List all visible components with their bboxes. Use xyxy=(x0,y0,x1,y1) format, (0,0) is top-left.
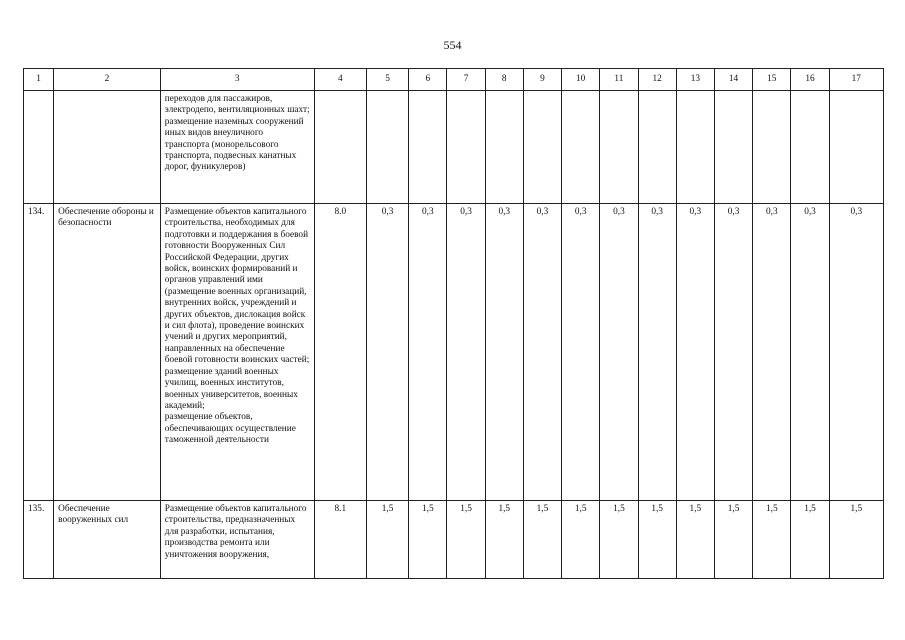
column-header-1: 1 xyxy=(24,69,54,91)
row-value-col-8: 0,3 xyxy=(485,204,523,501)
column-header-2: 2 xyxy=(54,69,161,91)
row-value-col-9: 1,5 xyxy=(523,501,561,579)
row-value-col-15: 0,3 xyxy=(753,204,791,501)
row-value-col-11: 0,3 xyxy=(600,204,638,501)
row-description xyxy=(160,204,314,501)
row-name: Обеспечение вооруженных сил xyxy=(54,501,161,579)
column-header-15: 15 xyxy=(753,69,791,91)
column-header-13: 13 xyxy=(676,69,714,91)
column-header-5: 5 xyxy=(366,69,408,91)
row-value-col-6: 1,5 xyxy=(409,501,447,579)
row-value-col-11: 1,5 xyxy=(600,501,638,579)
row-value-col-6 xyxy=(409,91,447,204)
row-index: 134. xyxy=(24,204,54,501)
row-index xyxy=(24,91,54,204)
row-name: Обеспечение обороны и безопасности xyxy=(54,204,161,501)
row-value-col-16 xyxy=(791,91,829,204)
column-header-8: 8 xyxy=(485,69,523,91)
table-row xyxy=(24,501,884,579)
row-value-col-9: 0,3 xyxy=(523,204,561,501)
row-value-col-7: 0,3 xyxy=(447,204,485,501)
row-name xyxy=(54,91,161,204)
row-value-col-12: 0,3 xyxy=(638,204,676,501)
row-value-col-12 xyxy=(638,91,676,204)
row-code: 8.0 xyxy=(314,204,366,501)
row-value-col-13 xyxy=(676,91,714,204)
row-value-col-10 xyxy=(562,91,600,204)
row-value-col-8 xyxy=(485,91,523,204)
row-value-col-11 xyxy=(600,91,638,204)
row-value-col-13: 0,3 xyxy=(676,204,714,501)
row-value-col-14 xyxy=(714,91,752,204)
row-description xyxy=(160,91,314,204)
row-value-col-17: 0,3 xyxy=(829,204,883,501)
row-value-col-14: 1,5 xyxy=(714,501,752,579)
column-header-3: 3 xyxy=(160,69,314,91)
row-value-col-17: 1,5 xyxy=(829,501,883,579)
column-header-4: 4 xyxy=(314,69,366,91)
table-body xyxy=(24,91,884,579)
page-number: 554 xyxy=(443,38,462,52)
column-header-14: 14 xyxy=(714,69,752,91)
row-description-text: Размещение объектов капитального строительства, необходимых для подготовки и поддержания в боевой готовности Вооруженных Сил Российской Федерации, других войск, воинских формирований и органов управлений ими (размещение военных организаций, внутренних войск, учреждений и других объектов, дислокация войск и сил флота), проведение воинских учений и других мероприятий, направленных на обеспечение боевой готовности воинских частей; размещение зданий военных училищ, военных институтов, военных университетов, военных академий; размещение объектов, обеспечивающих осуществление таможенной деятельности xyxy=(164,207,310,446)
table-row xyxy=(24,91,884,204)
column-header-7: 7 xyxy=(447,69,485,91)
regulation-table xyxy=(23,68,884,579)
row-description xyxy=(160,501,314,579)
column-header-16: 16 xyxy=(791,69,829,91)
row-value-col-16: 0,3 xyxy=(791,204,829,501)
table-row xyxy=(24,204,884,501)
row-value-col-8: 1,5 xyxy=(485,501,523,579)
row-value-col-7 xyxy=(447,91,485,204)
row-value-col-5 xyxy=(366,91,408,204)
row-value-col-16: 1,5 xyxy=(791,501,829,579)
row-description-text: переходов для пассажиров, электродепо, вентиляционных шахт; размещение наземных сооружений иных видов внеуличного транспорта (монорельсового транспорта, подвесных канатных дорог, фуникулеров) xyxy=(164,94,310,173)
column-header-11: 11 xyxy=(600,69,638,91)
row-value-col-12: 1,5 xyxy=(638,501,676,579)
column-header-9: 9 xyxy=(523,69,561,91)
row-value-col-14: 0,3 xyxy=(714,204,752,501)
row-value-col-10: 1,5 xyxy=(562,501,600,579)
column-header-10: 10 xyxy=(562,69,600,91)
column-header-12: 12 xyxy=(638,69,676,91)
row-value-col-6: 0,3 xyxy=(409,204,447,501)
row-value-col-17 xyxy=(829,91,883,204)
row-code: 8.1 xyxy=(314,501,366,579)
row-code xyxy=(314,91,366,204)
row-value-col-7: 1,5 xyxy=(447,501,485,579)
row-value-col-13: 1,5 xyxy=(676,501,714,579)
row-value-col-5: 0,3 xyxy=(366,204,408,501)
row-value-col-15: 1,5 xyxy=(753,501,791,579)
row-value-col-5: 1,5 xyxy=(366,501,408,579)
row-value-col-15 xyxy=(753,91,791,204)
column-header-6: 6 xyxy=(409,69,447,91)
column-header-17: 17 xyxy=(829,69,883,91)
row-index: 135. xyxy=(24,501,54,579)
table-header xyxy=(24,69,884,91)
row-description-text: Размещение объектов капитального строительства, предназначенных для разработки, испытания, производства ремонта или уничтожения вооружения, xyxy=(164,504,307,560)
header-row xyxy=(24,69,884,91)
row-value-col-9 xyxy=(523,91,561,204)
row-value-col-10: 0,3 xyxy=(562,204,600,501)
